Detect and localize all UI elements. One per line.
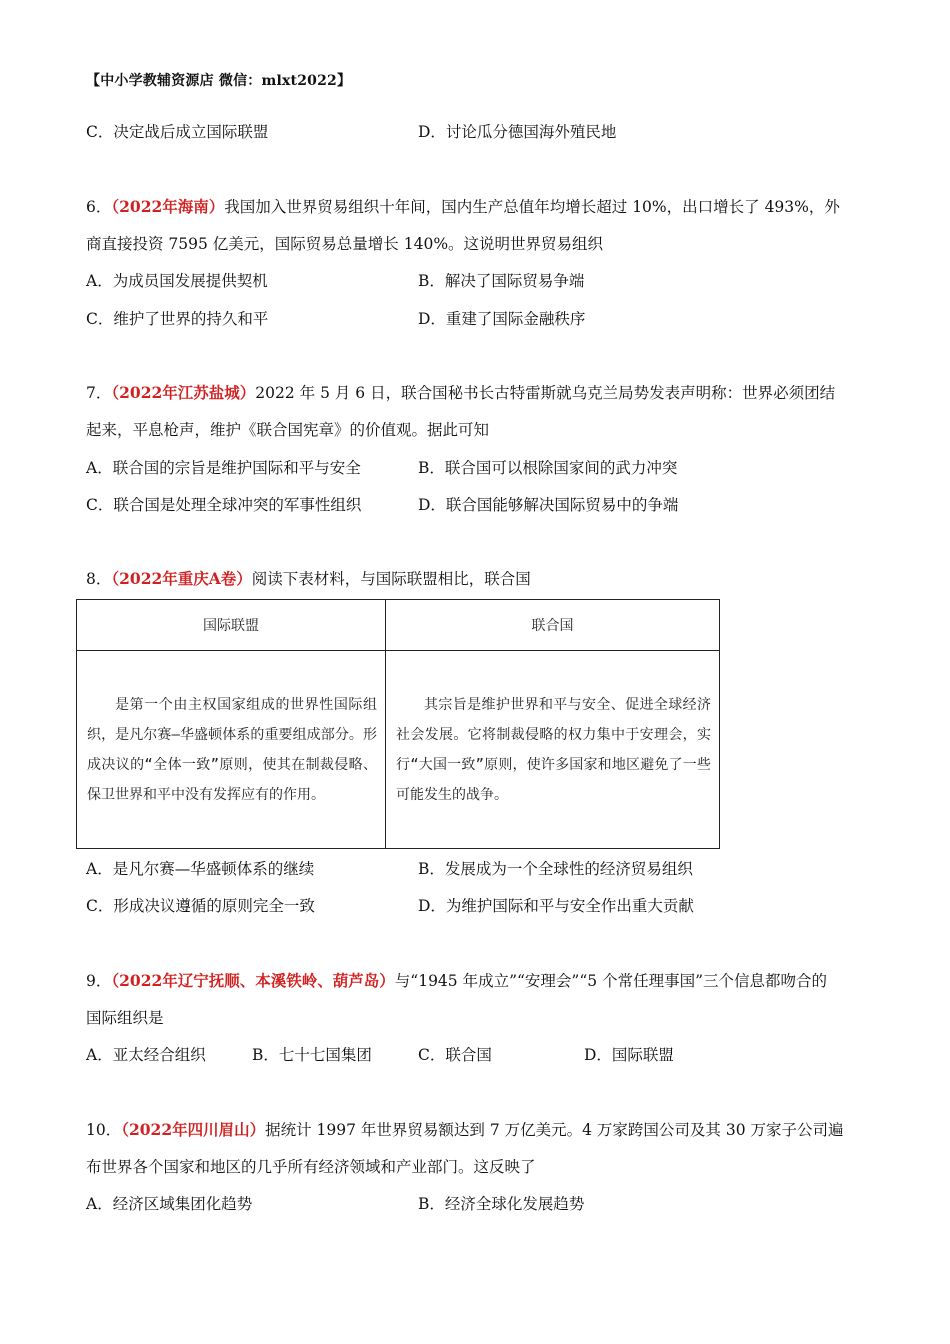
q7-option-a[interactable]: A．联合国的宗旨是维护国际和平与安全: [86, 459, 361, 477]
q5-option-d[interactable]: D．讨论瓜分德国海外殖民地: [418, 123, 617, 141]
q7-stem-line1: [86, 382, 835, 404]
table-cell-un: 其宗旨是维护世界和平与安全、促进全球经济社会发展。它将制裁侵略的权力集中于安理会，实行“大国一致”原则，使许多国家和地区避免了一些可能发生的战争。: [386, 651, 720, 849]
q8-source: （2022年重庆A卷）: [111, 569, 252, 588]
q6-stem-text1: 我国加入世界贸易组织十年间，国内生产总值年均增长超过 10%，出口增长了 493%，外: [224, 198, 840, 216]
table-header-league: 国际联盟: [77, 600, 386, 651]
q8-option-d[interactable]: D．为维护国际和平与安全作出重大贡献: [418, 897, 694, 915]
q9-source: （2022年辽宁抚顺、本溪铁岭、葫芦岛）: [111, 971, 395, 990]
q10-number: 10．: [86, 1121, 122, 1139]
q10-option-b[interactable]: B．经济全球化发展趋势: [418, 1195, 585, 1213]
q5-option-c[interactable]: C．决定战后成立国际联盟: [86, 123, 269, 141]
q8-stem-text1: 阅读下表材料，与国际联盟相比，联合国: [251, 570, 531, 588]
table-header-row: [77, 600, 720, 651]
q9-stem-text1: 与“1945 年成立”“安理会”“5 个常任理事国”三个信息都吻合的: [394, 972, 827, 990]
q9-option-a[interactable]: A．亚太经合组织: [86, 1046, 206, 1064]
comparison-table: [76, 599, 720, 849]
q8-option-c[interactable]: C．形成决议遵循的原则完全一致: [86, 897, 315, 915]
q7-source: （2022年江苏盐城）: [111, 383, 256, 402]
table-header-un: 联合国: [386, 600, 720, 651]
q9-stem-line1: [86, 970, 827, 992]
q10-stem-text1: 据统计 1997 年世界贸易额达到 7 万亿美元。4 万家跨国公司及其 30 万家子公司遍: [265, 1121, 844, 1139]
q9-number: 9．: [86, 972, 112, 990]
q10-option-a[interactable]: A．经济区域集团化趋势: [86, 1195, 253, 1213]
q6-option-d[interactable]: D．重建了国际金融秩序: [418, 310, 586, 328]
q10-stem-line1: [86, 1119, 844, 1141]
watermark-header: 【中小学教辅资源店 微信：mlxt2022】: [86, 73, 352, 89]
q8-stem-line1: [86, 568, 531, 590]
q7-stem-line2: 起来，平息枪声，维护《联合国宪章》的价值观。据此可知: [86, 421, 490, 439]
q10-source: （2022年四川眉山）: [121, 1120, 266, 1139]
q7-option-d[interactable]: D．联合国能够解决国际贸易中的争端: [418, 496, 679, 514]
q8-option-a[interactable]: A．是凡尔赛—华盛顿体系的继续: [86, 860, 315, 878]
q7-stem-text1: 2022 年 5 月 6 日，联合国秘书长古特雷斯就乌克兰局势发表声明称：世界必须团结: [255, 384, 836, 402]
q9-option-b[interactable]: B．七十七国集团: [252, 1046, 372, 1064]
q7-number: 7．: [86, 384, 112, 402]
q9-stem-line2: 国际组织是: [86, 1009, 164, 1027]
q9-option-d[interactable]: D．国际联盟: [584, 1046, 674, 1064]
q6-stem-line1: [86, 196, 840, 218]
q6-number: 6．: [86, 198, 112, 216]
q6-option-a[interactable]: A．为成员国发展提供契机: [86, 272, 268, 290]
q8-option-b[interactable]: B．发展成为一个全球性的经济贸易组织: [418, 860, 693, 878]
q8-number: 8．: [86, 570, 112, 588]
q10-stem-line2: 布世界各个国家和地区的几乎所有经济领域和产业部门。这反映了: [86, 1158, 536, 1176]
q9-option-c[interactable]: C．联合国: [418, 1046, 492, 1064]
q6-option-b[interactable]: B．解决了国际贸易争端: [418, 272, 585, 290]
q6-option-c[interactable]: C．维护了世界的持久和平: [86, 310, 269, 328]
table-row: [77, 651, 720, 849]
q7-option-b[interactable]: B．联合国可以根除国家间的武力冲突: [418, 459, 678, 477]
table-cell-league: 是第一个由主权国家组成的世界性国际组织，是凡尔赛—华盛顿体系的重要组成部分。形成决议的“全体一致”原则，使其在制裁侵略、保卫世界和平中没有发挥应有的作用。: [77, 651, 386, 849]
q6-stem-line2: 商直接投资 7595 亿美元，国际贸易总量增长 140%。这说明世界贸易组织: [86, 235, 604, 253]
q6-source: （2022年海南）: [111, 197, 225, 216]
q7-option-c[interactable]: C．联合国是处理全球冲突的军事性组织: [86, 496, 362, 514]
